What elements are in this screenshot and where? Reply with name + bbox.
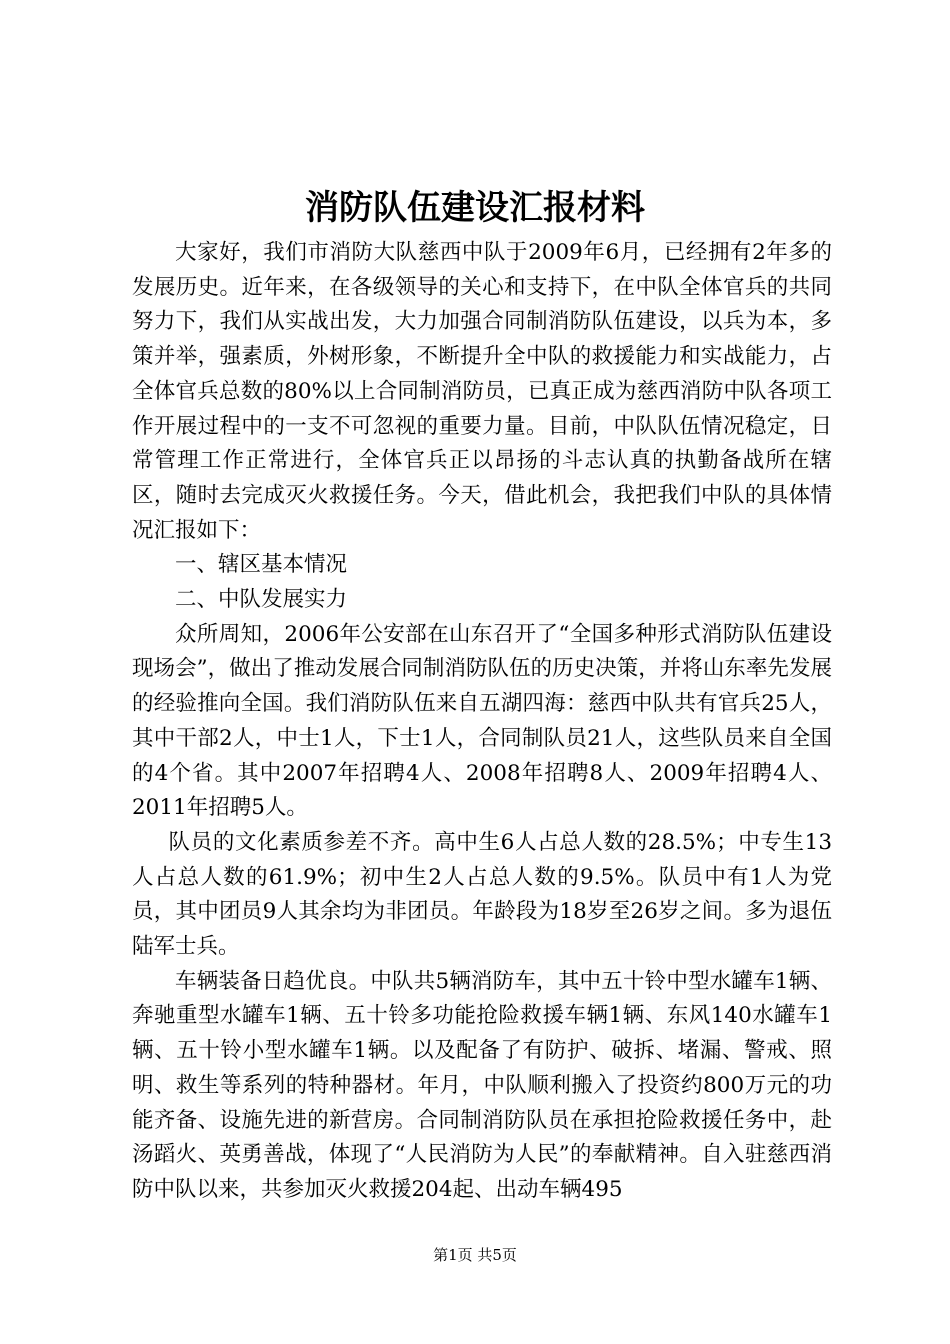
equipment-paragraph: 车辆装备日趋优良。中队共5辆消防车，其中五十铃中型水罐车1辆、奔驰重型水罐车1辆、五十铃多功能抢险救援车辆1辆、东风140水罐车1辆、五十铃小型水罐车1辆。以及配备了有防护、破拆、堵漏、警戒、照明、救生等系列的特种器材。年月，中队顺利搬入了投资约800万元的功能齐备、设施先进的新营房。合同制消防队员在承担抢险救援任务中，赴汤蹈火、英勇善战，体现了“人民消防为人民”的奉献精神。自入驻慈西消防中队以来，共参加灭火救援204起、出动车辆495	[132, 968, 832, 1202]
section-heading-strength: 二、中队发展实力	[175, 587, 348, 613]
section-heading-district: 一、辖区基本情况	[175, 552, 348, 578]
document-title: 消防队伍建设汇报材料	[305, 188, 645, 228]
page-number-footer: 第1页 共5页	[433, 1246, 517, 1264]
document-body	[132, 236, 832, 1208]
team-origin-paragraph: 众所周知，2006年公安部在山东召开了“全国多种形式消防队伍建设现场会”，做出了推动发展合同制消防队伍的历史决策，并将山东率先发展的经验推向全国。我们消防队伍来自五湖四海：慈西中队共有官兵25人，其中干部2人，中士1人，下士1人，合同制队员21人，这些队员来自全国的4个省。其中2007年招聘4人、2008年招聘8人、2009年招聘4人、2011年招聘5人。	[132, 621, 832, 821]
education-paragraph: 队员的文化素质参差不齐。高中生6人占总人数的28.5%；中专生13人占总人数的61.9%；初中生2人占总人数的9.5%。队员中有1人为党员，其中团员9人其余均为非团员。年龄段为18岁至26岁之间。多为退伍陆军士兵。	[132, 829, 832, 960]
intro-paragraph: 大家好，我们市消防大队慈西中队于2009年6月，已经拥有2年多的发展历史。近年来，在各级领导的关心和支持下，在中队全体官兵的共同努力下，我们从实战出发，大力加强合同制消防队伍建设，以兵为本，多策并举，强素质，外树形象，不断提升全中队的救援能力和实战能力，占全体官兵总数的80%以上合同制消防员，已真正成为慈西消防中队各项工作开展过程中的一支不可忽视的重要力量。目前，中队队伍情况稳定，日常管理工作正常进行，全体官兵正以昂扬的斗志认真的执勤备战所在辖区，随时去完成灭火救援任务。今天，借此机会，我把我们中队的具体情况汇报如下：	[132, 240, 832, 543]
